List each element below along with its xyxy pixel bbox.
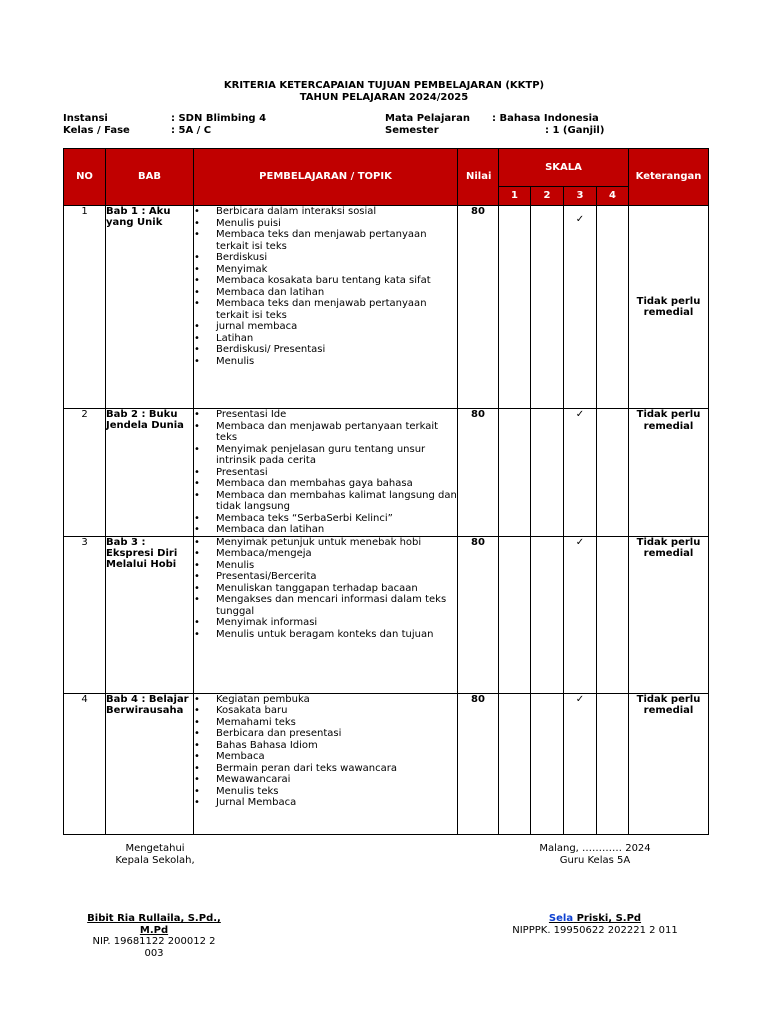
row-nilai: 80 — [458, 206, 499, 409]
kelas-label: Kelas / Fase — [63, 125, 130, 136]
list-item: • Menuliskan tanggapan terhadap bacaan — [194, 583, 457, 595]
list-item: • Menulis — [194, 560, 457, 572]
sig-right-line1: Malang, ………… 2024 — [539, 843, 651, 854]
signature-principal-name-block — [84, 913, 224, 959]
instansi-value: : SDN Blimbing 4 — [171, 113, 267, 124]
header-topik: PEMBELAJARAN / TOPIK — [194, 149, 458, 206]
row-nilai: 80 — [458, 693, 499, 834]
row-scale-1 — [499, 409, 531, 537]
teacher-name-rest: Priski, S.Pd — [573, 913, 642, 924]
signature-teacher-name-block — [500, 913, 690, 936]
sig-right-line2: Guru Kelas 5A — [559, 854, 631, 866]
list-item: • Menulis puisi — [194, 218, 457, 230]
list-item: • Bahas Bahasa Idiom — [194, 740, 457, 752]
row-topics — [194, 536, 458, 693]
list-item: • Bermain peran dari teks wawancara — [194, 763, 457, 775]
row-scale-1 — [499, 693, 531, 834]
row-scale-3-checkmark: ✓ — [564, 206, 597, 409]
list-item: • Menyimak — [194, 264, 457, 276]
list-item: • Menulis untuk beragam konteks dan tujuan — [194, 629, 457, 641]
header-bab: BAB — [106, 149, 194, 206]
row-scale-3-checkmark: ✓ — [564, 409, 597, 537]
list-item: • Membaca dan membahas kalimat langsung dan tidak langsung — [194, 490, 457, 513]
list-item: • Berbicara dalam interaksi sosial — [194, 206, 457, 218]
row-bab: Bab 2 : Buku Jendela Dunia — [106, 409, 194, 537]
row-scale-4 — [597, 693, 629, 834]
list-item: • Kosakata baru — [194, 705, 457, 717]
row-scale-2 — [531, 536, 564, 693]
document-title: KRITERIA KETERCAPAIAN TUJUAN PEMBELAJARAN (KKTP) — [223, 80, 545, 91]
sig-left-line1: Mengetahui — [125, 843, 185, 854]
list-item: • Membaca kosakata baru tentang kata sifat — [194, 275, 457, 287]
row-scale-2 — [531, 693, 564, 834]
semester-label: Semester — [385, 125, 439, 136]
principal-name: Bibit Ria Rullaila, S.Pd., M.Pd — [87, 913, 221, 936]
list-item: • Membaca dan latihan — [194, 287, 457, 299]
row-topics — [194, 693, 458, 834]
teacher-name-first: Sela — [548, 913, 574, 924]
row-no: 2 — [64, 409, 106, 537]
row-no: 4 — [64, 693, 106, 834]
header-keterangan: Keterangan — [629, 149, 709, 206]
row-no: 3 — [64, 536, 106, 693]
info-left — [63, 113, 363, 139]
list-item: • Menulis teks — [194, 786, 457, 798]
list-item: • Membaca dan menjawab pertanyaan terkait teks — [194, 421, 457, 444]
principal-nip: NIP. 19681122 200012 2 003 — [92, 936, 216, 959]
info-right — [385, 113, 705, 139]
list-item: • Menulis — [194, 356, 457, 368]
header-no: NO — [64, 149, 106, 206]
list-item: • Berdiskusi/ Presentasi — [194, 344, 457, 356]
list-item: • Presentasi Ide — [194, 409, 457, 421]
list-item: • jurnal membaca — [194, 321, 457, 333]
header-scale-1: 1 — [499, 187, 531, 206]
row-scale-4 — [597, 536, 629, 693]
table-row — [64, 536, 709, 693]
row-scale-2 — [531, 206, 564, 409]
list-item: • Mengakses dan mencari informasi dalam teks tunggal — [194, 594, 457, 617]
row-scale-4 — [597, 409, 629, 537]
row-no: 1 — [64, 206, 106, 409]
row-scale-2 — [531, 409, 564, 537]
row-bab: Bab 3 : Ekspresi Diri Melalui Hobi — [106, 536, 194, 693]
signature-block-teacher — [505, 843, 685, 866]
row-nilai: 80 — [458, 536, 499, 693]
teacher-name — [500, 913, 690, 925]
row-scale-4 — [597, 206, 629, 409]
row-keterangan: Tidak perlu remedial — [629, 206, 709, 409]
row-topics — [194, 206, 458, 409]
table-row — [64, 693, 709, 834]
list-item: • Presentasi — [194, 467, 457, 479]
kktp-table — [63, 148, 709, 835]
list-item: • Memahami teks — [194, 717, 457, 729]
list-item: • Membaca teks dan menjawab pertanyaan terkait isi teks — [194, 229, 457, 252]
list-item: • Membaca teks dan menjawab pertanyaan terkait isi teks — [194, 298, 457, 321]
teacher-nip: NIPPPK. 19950622 202221 2 011 — [512, 924, 678, 936]
list-item: • Membaca — [194, 751, 457, 763]
sig-left-line2: Kepala Sekolah, — [115, 854, 195, 866]
list-item: • Membaca/mengeja — [194, 548, 457, 560]
signature-block-principal — [80, 843, 230, 866]
kelas-value: : 5A / C — [171, 125, 212, 136]
row-keterangan: Tidak perlu remedial — [629, 409, 709, 537]
list-item: • Mewawancarai — [194, 774, 457, 786]
row-keterangan: Tidak perlu remedial — [629, 693, 709, 834]
header-scale-2: 2 — [531, 187, 564, 206]
document-subtitle: TAHUN PELAJARAN 2024/2025 — [299, 92, 469, 103]
mapel-value: : Bahasa Indonesia — [492, 113, 599, 124]
list-item: • Berbicara dan presentasi — [194, 728, 457, 740]
row-scale-3-checkmark: ✓ — [564, 693, 597, 834]
table-row — [64, 206, 709, 409]
row-nilai: 80 — [458, 409, 499, 537]
row-scale-1 — [499, 206, 531, 409]
row-bab: Bab 1 : Aku yang Unik — [106, 206, 194, 409]
list-item: • Jurnal Membaca — [194, 797, 457, 809]
semester-value: : 1 (Ganjil) — [545, 125, 605, 136]
list-item: • Berdiskusi — [194, 252, 457, 264]
list-item: • Membaca dan membahas gaya bahasa — [194, 478, 457, 490]
list-item: • Presentasi/Bercerita — [194, 571, 457, 583]
list-item: • Menyimak petunjuk untuk menebak hobi — [194, 537, 457, 549]
list-item: • Menyimak penjelasan guru tentang unsur intrinsik pada cerita — [194, 444, 457, 467]
header-scale-4: 4 — [597, 187, 629, 206]
list-item: • Kegiatan pembuka — [194, 694, 457, 706]
row-keterangan: Tidak perlu remedial — [629, 536, 709, 693]
row-topics — [194, 409, 458, 537]
list-item: • Menyimak informasi — [194, 617, 457, 629]
table-row — [64, 409, 709, 537]
mapel-label: Mata Pelajaran — [385, 113, 470, 124]
instansi-label: Instansi — [63, 113, 108, 124]
header-nilai: Nilai — [458, 149, 499, 206]
header-scale-3: 3 — [564, 187, 597, 206]
list-item: • Latihan — [194, 333, 457, 345]
row-scale-1 — [499, 536, 531, 693]
header-skala: SKALA — [499, 149, 629, 187]
row-bab: Bab 4 : Belajar Berwirausaha — [106, 693, 194, 834]
list-item: • Membaca teks “SerbaSerbi Kelinci” — [194, 513, 457, 525]
list-item: • Membaca dan latihan — [194, 524, 457, 536]
row-scale-3-checkmark: ✓ — [564, 536, 597, 693]
